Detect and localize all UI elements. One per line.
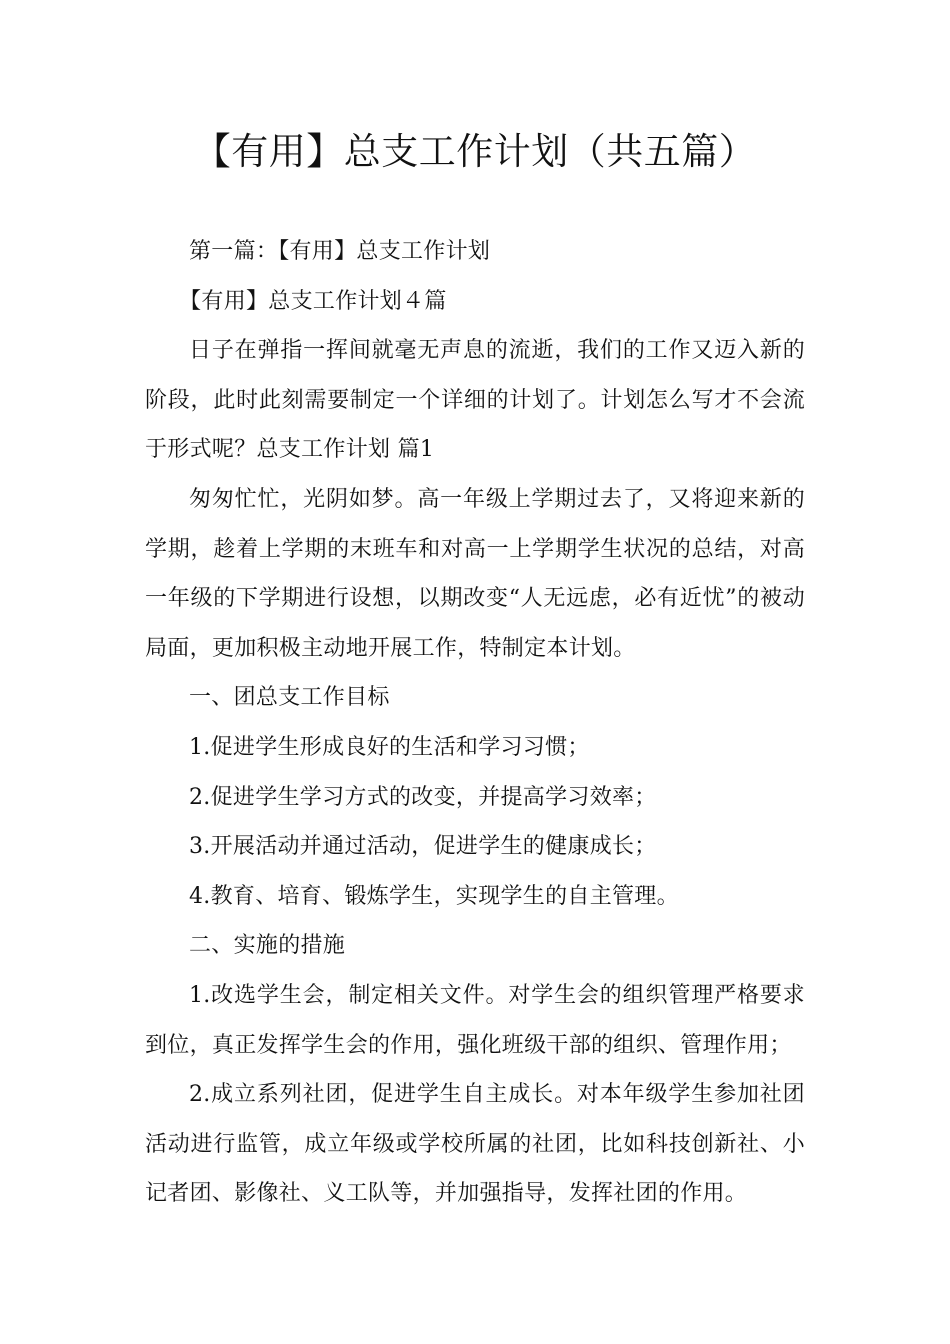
list-item: 4.教育、培育、锻炼学生，实现学生的自主管理。	[189, 883, 679, 909]
intro-paragraph: 日子在弹指一挥间就毫无声息的流逝，我们的工作又迈入新的阶段，此时此刻需要制定一个详细的计划了。计划怎么写才不会流于形式呢？总支工作计划 篇1	[145, 338, 805, 463]
body-paragraph: 匆匆忙忙，光阴如梦。高一年级上学期过去了，又将迎来新的学期，趁着上学期的末班车和对高一上学期学生状况的总结，对高一年级的下学期进行设想，以期改变“人无远虑，必有近忧”的被动局面，更加积极主动地开展工作，特制定本计划。	[145, 486, 805, 661]
list-item: 2.成立系列社团，促进学生自主成长。对本年级学生参加社团活动进行监管，成立年级或学校所属的社团，比如科技创新社、小记者团、影像社、义工队等，并加强指导，发挥社团的作用。	[145, 1082, 805, 1207]
section-heading-goals: 一、团总支工作目标	[189, 685, 390, 711]
section-heading-measures: 二、实施的措施	[189, 933, 346, 959]
document-body	[145, 227, 805, 1219]
subtitle-line: 【有用】总支工作计划４篇	[179, 288, 447, 314]
list-item: 1.促进学生形成良好的生活和学习习惯；	[189, 734, 590, 760]
list-item: 3.开展活动并通过活动，促进学生的健康成长；	[189, 834, 657, 860]
document-title: 【有用】总支工作计划（共五篇）	[193, 130, 757, 173]
list-item: 2.促进学生学习方式的改变，并提高学习效率；	[189, 784, 657, 810]
section-heading-part-one: 第一篇：【有用】总支工作计划	[189, 239, 491, 264]
list-item: 1.改选学生会，制定相关文件。对学生会的组织管理严格要求到位，真正发挥学生会的作用，强化班级干部的组织、管理作用；	[145, 982, 805, 1058]
